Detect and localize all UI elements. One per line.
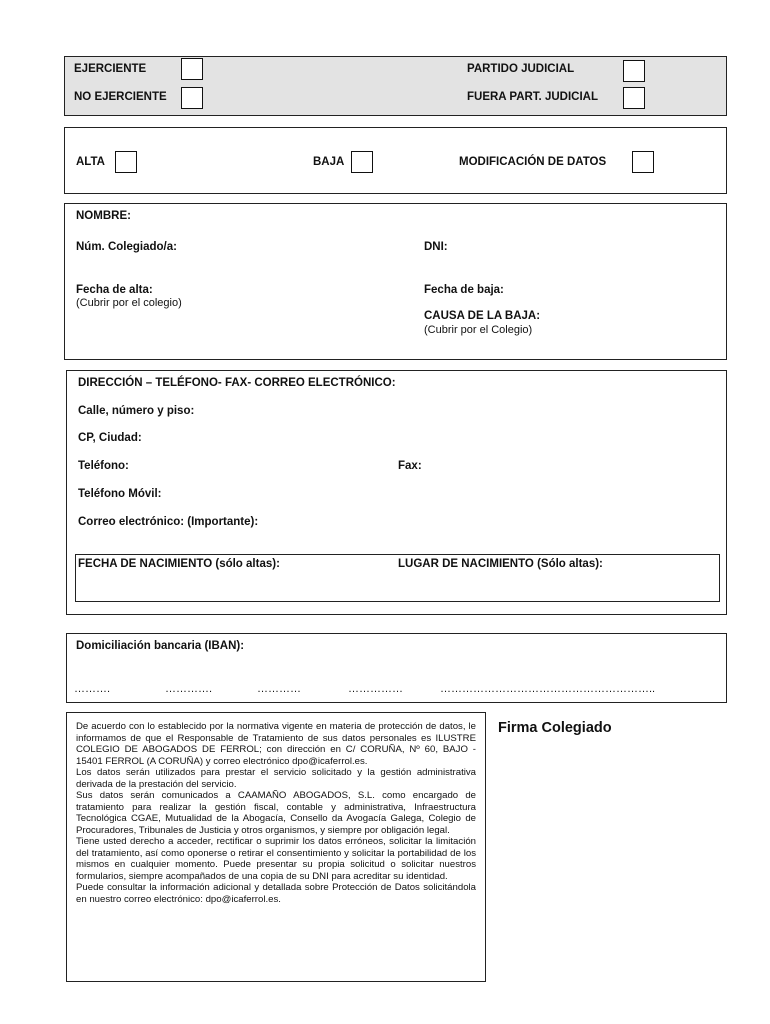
ejerciente-label: EJERCIENTE	[74, 63, 147, 75]
no-ejerciente-label: NO EJERCIENTE	[74, 91, 167, 103]
alta-label: ALTA	[76, 156, 105, 168]
legal-paragraph: Tiene usted derecho a acceder, rectificar o suprimir los datos erróneos, solicitar la limitación del tratamiento, así como oponerse o retirar el consentimiento y solicitar la portabilidad de los mismos en cualquier momento. Puede presentar su propia solicitud o solicitar nuestros formularios, siempre acompañados de una copia de su DNI para acreditar su identidad.	[76, 836, 476, 882]
legal-paragraph: Los datos serán utilizados para prestar el servicio solicitado y la gestión administrativa derivada de la prestación del servicio.	[76, 767, 476, 790]
fecha-alta-label: Fecha de alta:	[76, 284, 153, 296]
modificacion-label: MODIFICACIÓN DE DATOS	[459, 156, 607, 168]
telefono-label: Teléfono:	[78, 460, 129, 472]
cp-ciudad-label: CP, Ciudad:	[78, 432, 142, 444]
correo-label: Correo electrónico: (Importante):	[78, 516, 259, 528]
lugar-nacimiento-label: LUGAR DE NACIMIENTO (Sólo altas):	[398, 558, 603, 570]
action-section	[64, 127, 727, 194]
iban-dots-4: ……………	[348, 683, 403, 695]
nombre-label: NOMBRE:	[76, 210, 131, 222]
no-ejerciente-checkbox[interactable]	[181, 87, 203, 109]
fuera-partido-checkbox[interactable]	[623, 87, 645, 109]
fax-label: Fax:	[398, 460, 422, 472]
num-colegiado-label: Núm. Colegiado/a:	[76, 241, 177, 253]
ejerciente-checkbox[interactable]	[181, 58, 203, 80]
alta-checkbox[interactable]	[115, 151, 137, 173]
fuera-partido-label: FUERA PART. JUDICIAL	[467, 91, 598, 103]
fecha-nacimiento-label: FECHA DE NACIMIENTO (sólo altas):	[78, 558, 280, 570]
fecha-alta-note: (Cubrir por el colegio)	[76, 297, 182, 309]
contact-header: DIRECCIÓN – TELÉFONO- FAX- CORREO ELECTRÓNICO:	[78, 377, 396, 389]
iban-dots-1: ……….	[74, 683, 111, 695]
partido-judicial-checkbox[interactable]	[623, 60, 645, 82]
baja-checkbox[interactable]	[351, 151, 373, 173]
causa-baja-label: CAUSA DE LA BAJA:	[424, 310, 541, 322]
partido-judicial-label: PARTIDO JUDICIAL	[467, 63, 575, 75]
personal-section	[64, 203, 727, 360]
movil-label: Teléfono Móvil:	[78, 488, 162, 500]
iban-dots-3: …………	[257, 683, 301, 695]
fecha-baja-label: Fecha de baja:	[424, 284, 504, 296]
iban-label: Domiciliación bancaria (IBAN):	[76, 640, 245, 652]
causa-baja-note: (Cubrir por el Colegio)	[424, 324, 533, 336]
signature-label: Firma Colegiado	[498, 720, 612, 736]
baja-label: BAJA	[313, 156, 345, 168]
calle-label: Calle, número y piso:	[78, 405, 195, 417]
iban-dots-5: …………………………………………………..	[440, 683, 656, 695]
modificacion-checkbox[interactable]	[632, 151, 654, 173]
legal-paragraph: Sus datos serán comunicados a CAAMAÑO ABOGADOS, S.L. como encargado de tratamiento para realizar la gestión fiscal, contable y administrativa, Infraestructura Tecnológica CGAE, Mutualidad de la Abogacía, Consello da Avogacía Galega, Colegio de Procuradores, Tribunales de Justicia y otros organismos, y siempre por obligación legal.	[76, 790, 476, 836]
iban-dots-2: ………….	[165, 683, 213, 695]
legal-paragraph: Puede consultar la información adicional y detallada sobre Protección de Datos solicitándola en nuestro correo electrónico: dpo@icaferrol.es.	[76, 882, 476, 905]
legal-paragraph: De acuerdo con lo establecido por la normativa vigente en materia de protección de datos, le informamos de que el Responsable de Tratamiento de sus datos personales es ILUSTRE COLEGIO DE ABOGADOS DE FERROL; con dirección en C/ CORUÑA, Nº 60, BAJO - 15401 FERROL (A CORUÑA) y correo electrónico dpo@icaferrol.es.	[76, 721, 476, 767]
dni-label: DNI:	[424, 241, 448, 253]
legal-text	[76, 721, 476, 905]
